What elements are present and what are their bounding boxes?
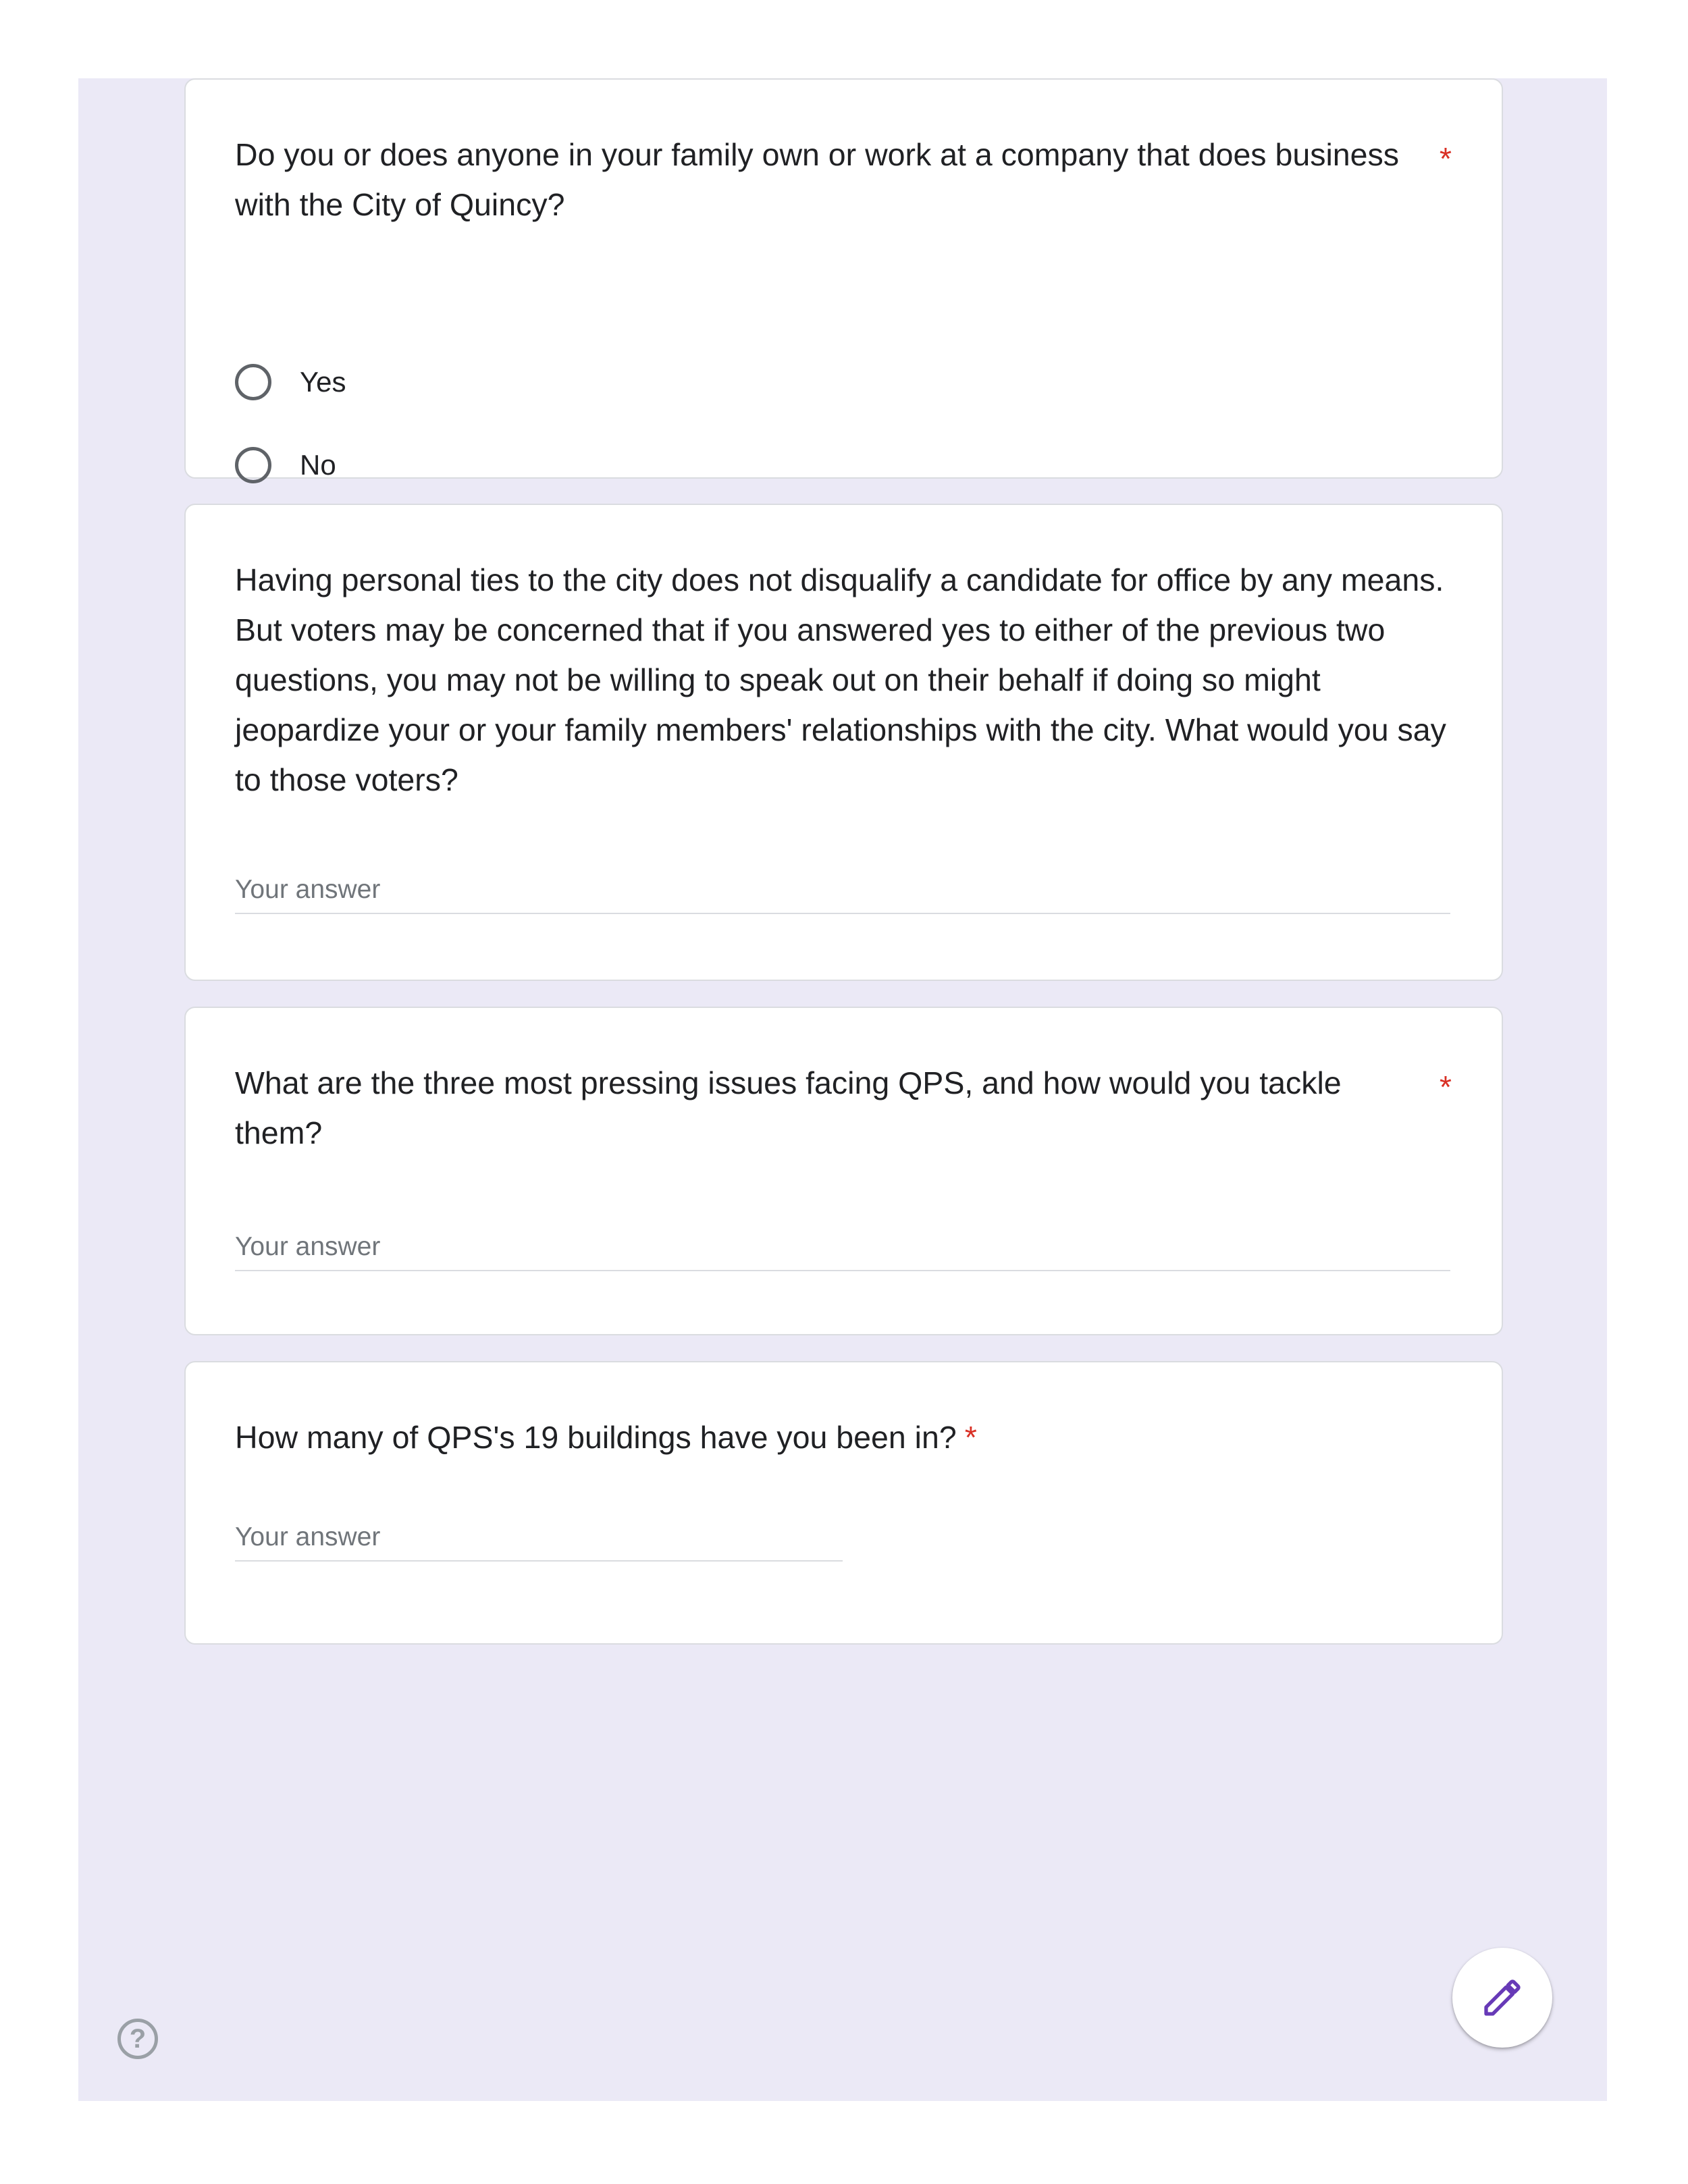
radio-button-icon[interactable] [235, 447, 271, 483]
answer-input-voter-concerns[interactable] [235, 867, 1450, 914]
radio-option-label: Yes [300, 366, 346, 398]
radio-option-no[interactable] [235, 438, 336, 492]
radio-button-icon[interactable] [235, 364, 271, 400]
question-title-text: How many of QPS's 19 buildings have you been in? [235, 1420, 957, 1455]
radio-option-yes[interactable] [235, 355, 346, 409]
question-card-buildings-visited [184, 1361, 1503, 1645]
question-title [235, 1412, 977, 1462]
question-card-pressing-issues [184, 1007, 1503, 1335]
required-asterisk: * [1439, 141, 1452, 176]
help-circle-icon: ? [129, 2024, 147, 2054]
required-asterisk: * [964, 1420, 977, 1455]
required-asterisk: * [1439, 1069, 1452, 1104]
question-title: What are the three most pressing issues facing QPS, and how would you tackle them? [235, 1065, 1342, 1150]
help-button[interactable] [117, 2019, 158, 2059]
radio-option-label: No [300, 449, 336, 481]
question-card-voter-concerns [184, 504, 1503, 981]
answer-input-buildings-visited[interactable] [235, 1514, 843, 1562]
pencil-icon [1481, 1976, 1524, 2019]
question-card-family-business [184, 78, 1503, 479]
question-title: Do you or does anyone in your family own or work at a company that does business with the City of Quincy? [235, 137, 1399, 222]
edit-response-button[interactable] [1452, 1948, 1552, 2048]
question-title: Having personal ties to the city does not disqualify a candidate for office by any means. But voters may be concerned that if you answered yes to either of the previous two questions, you may not be willing to speak out on their behalf if doing so might jeopardize your or your family members' relationships with the city. What would you say to those voters? [235, 562, 1446, 797]
answer-input-pressing-issues[interactable] [235, 1224, 1450, 1271]
